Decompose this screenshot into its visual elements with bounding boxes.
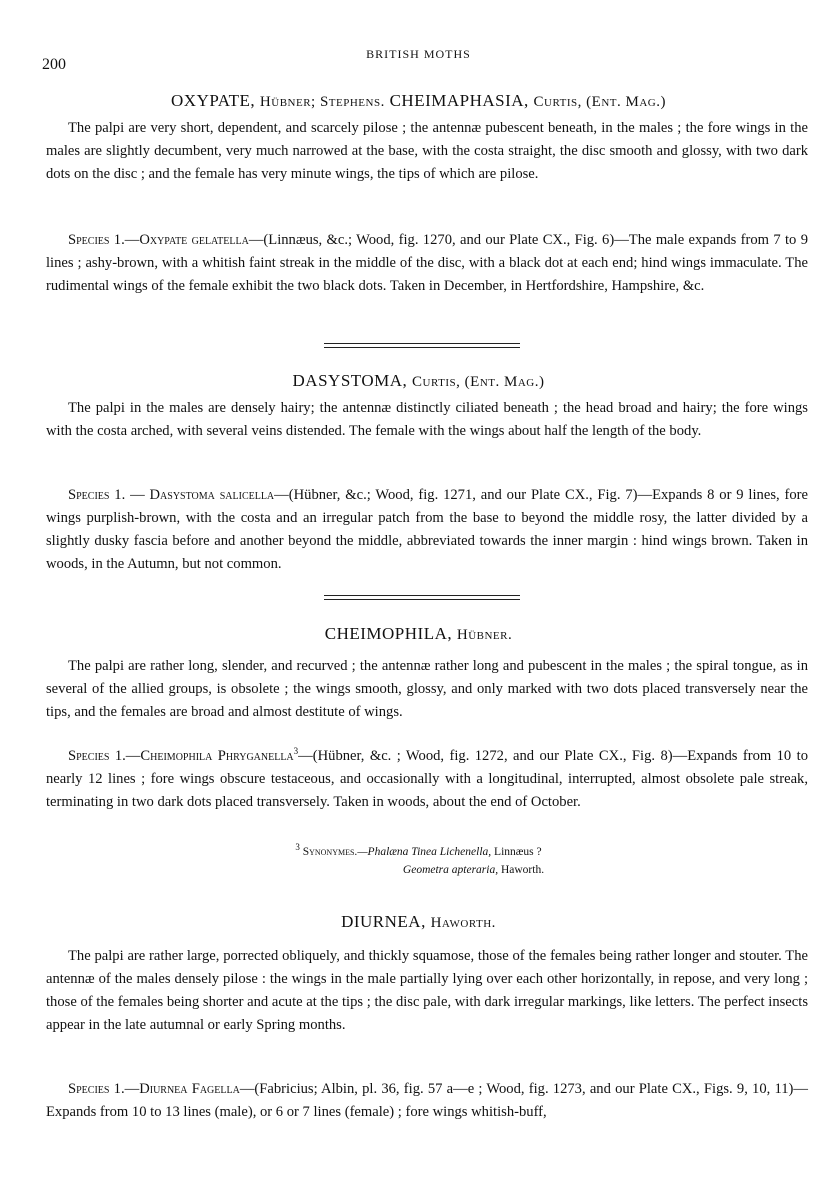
section-title-oxypate: OXYPATE, Hübner; Stephens. CHEIMAPHASIA, Curtis, (Ent. Mag.) (171, 91, 666, 110)
running-head: BRITISH MOTHS (366, 47, 471, 61)
dasystoma-species: Species 1. — Dasystoma salicella—(Hübner, &c.; Wood, fig. 1271, and our Plate CX., Fig. 7)—Expands 8 or 9 lines, fore wings purplish-brown, with the costa and an irregular patch from the base to beyond the middle rosy, the latter divided by a slightly dusky fascia before and another beyond the middle, abbreviated towards the inner margin : hind wings brown. Taken in woods, in the Autumn, but not common. (46, 487, 808, 572)
footnote-line-1: $^3$ Synonymes.—Phalæna Tinea Lichenella, Linnæus ? (295, 842, 542, 858)
footnote (0, 838, 837, 879)
section-divider (324, 343, 520, 348)
cheimophila-species: Species 1.—Cheimophila Phryganella$^3$—(Hübner, &c. ; Wood, fig. 1272, and our Plate CX., Fig. 8)—Expands from 10 to nearly 12 lines ; fore wings obscure testaceous, and occasionally with a longitudinal, interrupted, almost obsolete pale streak, terminating in two dark dots placed transversely. Taken in woods, about the end of October. (46, 746, 808, 810)
page-number: 200 (42, 56, 66, 73)
cheimophila-description: The palpi are rather long, slender, and recurved ; the antennæ rather long and pubescent in the males ; the spiral tongue, as in several of the allied groups, is obsolete ; the wings smooth, glossy, and only marked with two dots placed transversely near the tips, and the females are broad and almost destitute of wings. (46, 658, 808, 720)
oxypate-species: Species 1.—Oxypate gelatella—(Linnæus, &c.; Wood, fig. 1270, and our Plate CX., Fig. 6)—The male expands from 7 to 9 lines ; ashy-brown, with a whitish faint streak in the middle of the disc, with a black dot at each end; hind wings immaculate. The rudimental wings of the female exhibit the two black dots. Taken in December, in Hertfordshire, Hampshire, &c. (46, 232, 808, 294)
diurnea-description: The palpi are rather large, porrected obliquely, and thickly squamose, those of the females being rather longer and stouter. The antennæ of the males densely pilose : the wings in the male partially lying over each other horizontally, in repose, and very long ; those of the females being shorter and acute at the tips ; the disc pale, with dark irregular markings, like letters. The perfect insects appear in the late autumnal or early Spring months. (46, 948, 808, 1033)
dasystoma-description: The palpi in the males are densely hairy; the antennæ distinctly ciliated beneath ; the head broad and hairy; the fore wings with the costa arched, with several veins distended. The female with the wings about half the length of the body. (46, 400, 808, 439)
section-title-cheimophila: CHEIMOPHILA, Hübner. (324, 624, 513, 643)
section-divider (324, 595, 520, 600)
section-title-dasystoma: DASYSTOMA, Curtis, (Ent. Mag.) (292, 371, 545, 390)
footnote-line-2: Geometra apteraria, Haworth. (402, 863, 545, 876)
diurnea-species: Species 1.—Diurnea Fagella—(Fabricius; Albin, pl. 36, fig. 57 a—e ; Wood, fig. 1273, and our Plate CX., Figs. 9, 10, 11)—Expands from 10 to 13 lines (male), or 6 or 7 lines (female) ; fore wings whitish-buff, (46, 1081, 809, 1120)
section-title-diurnea: DIURNEA, Haworth. (341, 912, 496, 931)
oxypate-description: The palpi are very short, dependent, and scarcely pilose ; the antennæ pubescent beneath, in the males ; the fore wings in the males are slightly decumbent, very much narrowed at the base, with the costa straight, the disc smooth and glossy, with two dark dots on the disc ; and the female has very minute wings, the tips of which are pilose. (46, 120, 808, 182)
